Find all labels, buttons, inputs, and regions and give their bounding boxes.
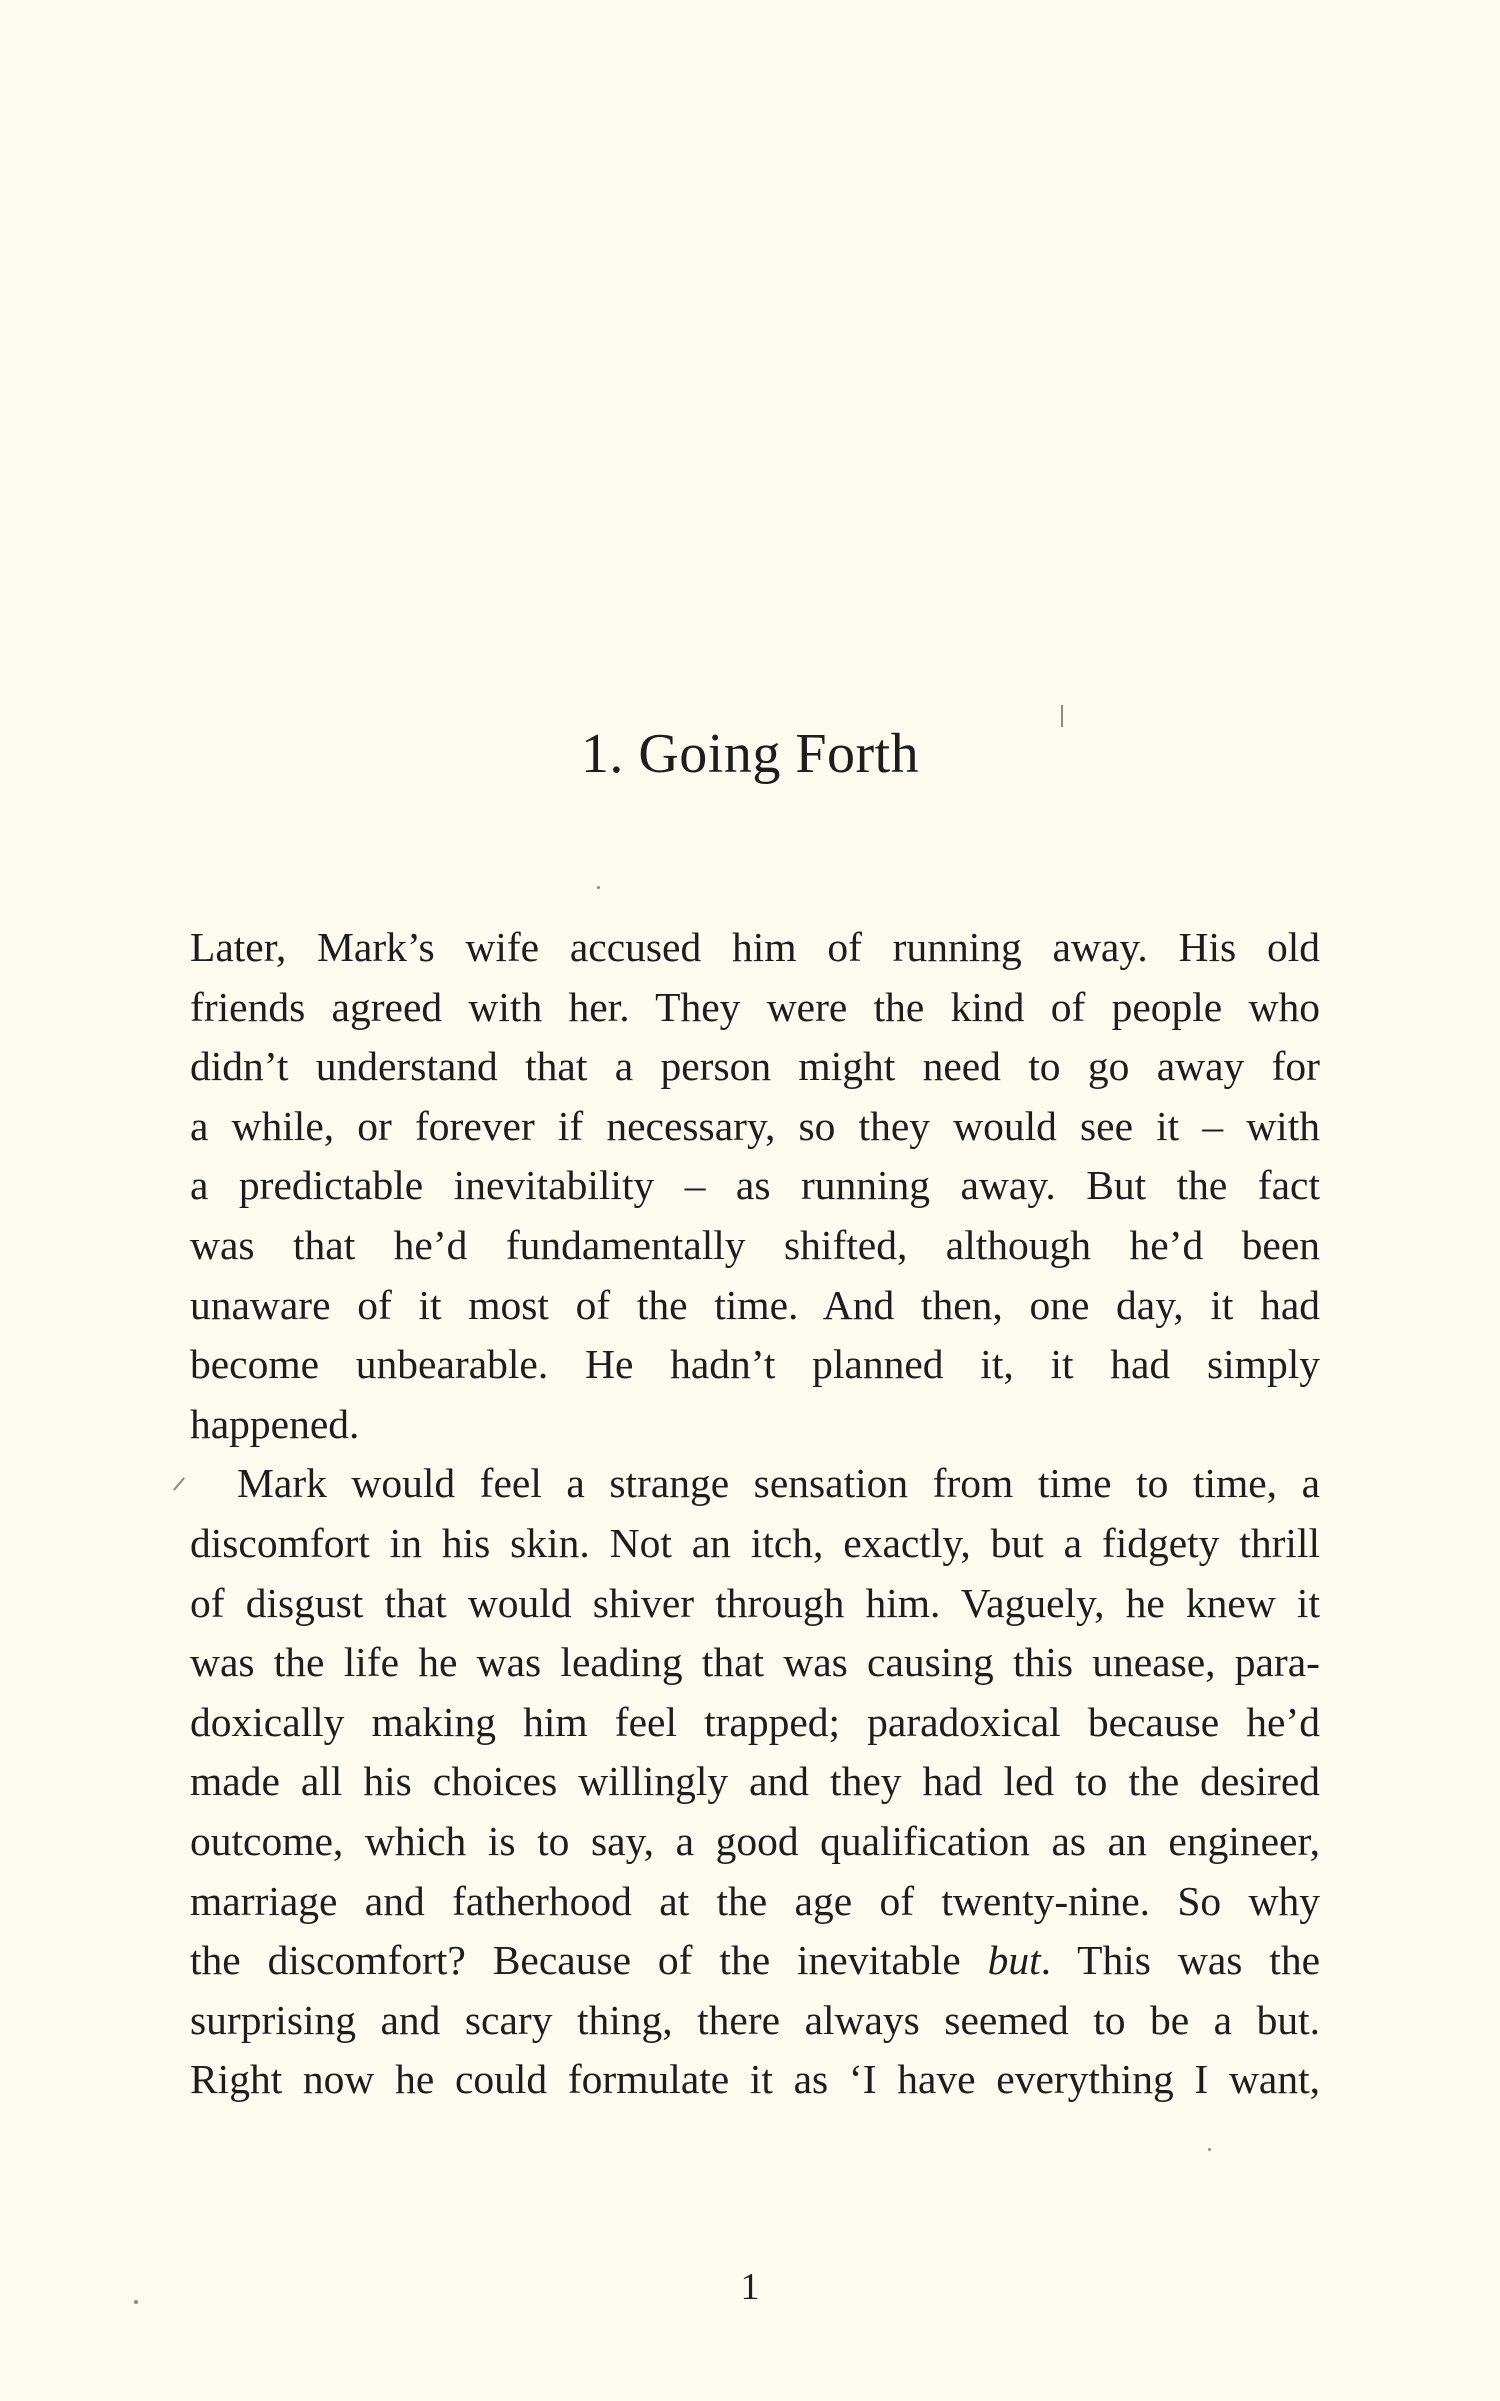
text-line: a predictable inevitability – as running away. But the fact [190, 1162, 1320, 1209]
page-number: 1 [740, 2266, 760, 2308]
scan-mark [597, 886, 600, 889]
paragraph-1 [190, 918, 1320, 1454]
text-run: the discomfort? Because of the inevitable [190, 1937, 988, 1984]
text-line: surprising and scary thing, there always seemed to be a but. [190, 1996, 1320, 2043]
scan-mark [1061, 705, 1063, 727]
text-line: unaware of it most of the time. And then, one day, it had [190, 1281, 1320, 1328]
text-line: friends agreed with her. They were the kind of people who [190, 983, 1320, 1030]
text-line: made all his choices willingly and they had led to the desired [190, 1758, 1320, 1805]
text-run: . This was the [1040, 1937, 1320, 1984]
text-line: marriage and fatherhood at the age of twenty-nine. So why [190, 1877, 1320, 1924]
text-line: become unbearable. He hadn’t planned it, it had simply [190, 1341, 1320, 1388]
body-text [190, 918, 1320, 2110]
text-line: happened. [190, 1400, 360, 1447]
paragraph-2 [190, 1454, 1320, 2110]
text-line: outcome, which is to say, a good qualification as an engineer, [190, 1817, 1320, 1864]
text-line: of disgust that would shiver through him. Vaguely, he knew it [190, 1579, 1320, 1626]
scan-mark [1208, 2148, 1211, 2151]
chapter-title: 1. Going Forth [580, 723, 920, 785]
text-line: discomfort in his skin. Not an itch, exactly, but a fidgety thrill [190, 1519, 1320, 1566]
scan-mark [173, 1477, 185, 1491]
text-line: Right now he could formulate it as ‘I have everything I want, [190, 2056, 1320, 2103]
text-line: didn’t understand that a person might need to go away for [190, 1043, 1320, 1090]
scan-mark [134, 2300, 138, 2304]
text-line: was that he’d fundamentally shifted, although he’d been [190, 1221, 1320, 1268]
text-line: a while, or forever if necessary, so they would see it – with [190, 1102, 1320, 1149]
text-line: doxically making him feel trapped; paradoxical because he’d [190, 1698, 1320, 1745]
text-line: was the life he was leading that was causing this unease, para- [190, 1639, 1320, 1686]
emphasized-word: but [987, 1937, 1041, 1984]
text-line-with-emphasis [190, 1931, 1320, 1991]
text-line: Later, Mark’s wife accused him of running away. His old [190, 924, 1320, 970]
text-line: Mark would feel a strange sensation from time to time, a [237, 1460, 1320, 1507]
